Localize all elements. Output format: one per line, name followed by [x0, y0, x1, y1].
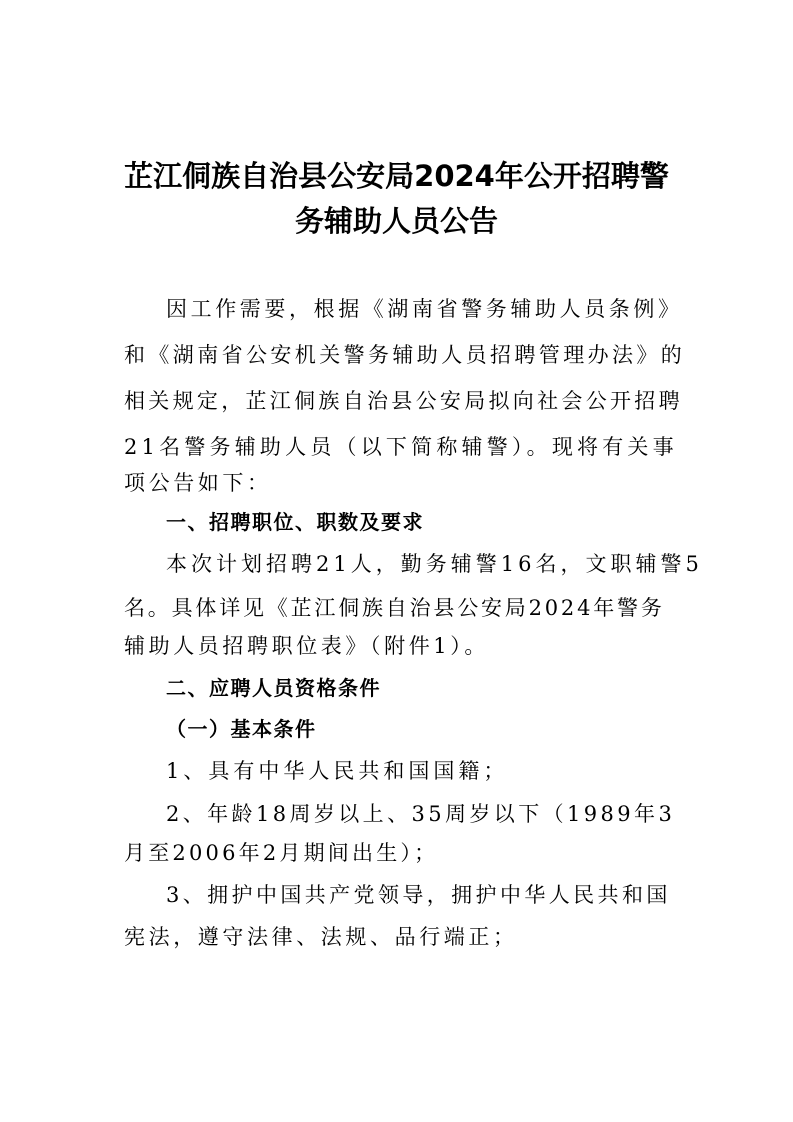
condition-line: 1、具有中华人民共和国国籍；	[166, 759, 509, 783]
intro-paragraph-line: 和《湖南省公安机关警务辅助人员招聘管理办法》的	[124, 343, 686, 367]
intro-paragraph-line: 21名警务辅助人员（以下简称辅警）。现将有关事	[124, 435, 678, 459]
condition-line: 3、拥护中国共产党领导，拥护中华人民共和国	[166, 883, 671, 907]
intro-paragraph-line: 项公告如下：	[124, 471, 272, 495]
condition-line: 宪法，遵守法律、法规、品行端正；	[124, 925, 518, 949]
document-title-line-1: 芷江侗族自治县公安局2024年公开招聘警	[124, 159, 669, 193]
section-1-paragraph-line: 名。具体详见《芷江侗族自治县公安局2024年警务	[124, 596, 665, 620]
document-title-line-2: 务辅助人员公告	[294, 204, 498, 238]
section-1-paragraph-line: 本次计划招聘21人，勤务辅警16名，文职辅警5	[166, 552, 703, 576]
condition-line: 月至2006年2月期间出生）；	[124, 841, 439, 865]
subsection-1-heading: （一）基本条件	[166, 717, 317, 741]
section-1-heading: 一、招聘职位、职数及要求	[166, 510, 424, 534]
intro-paragraph-line: 相关规定，芷江侗族自治县公安局拟向社会公开招聘	[124, 389, 683, 413]
section-1-paragraph-line: 辅助人员招聘职位表》（附件1）。	[124, 634, 489, 658]
intro-paragraph-line: 因工作需要，根据《湖南省警务辅助人员条例》	[166, 297, 683, 321]
condition-line: 2、年龄18周岁以上、35周岁以下（1989年3	[166, 802, 676, 826]
section-2-heading: 二、应聘人员资格条件	[166, 676, 381, 700]
